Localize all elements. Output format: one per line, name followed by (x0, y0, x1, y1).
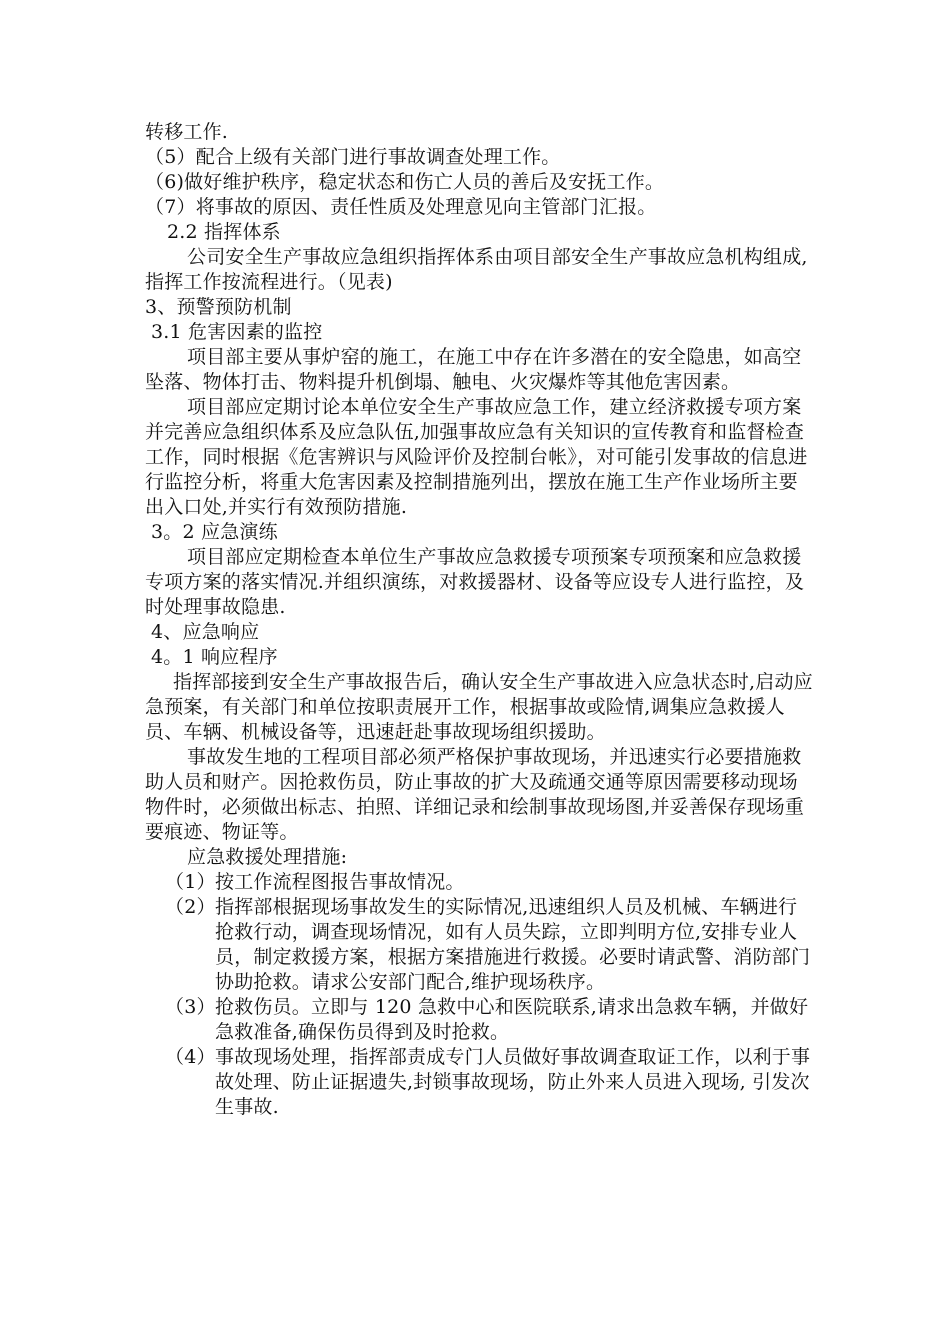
list-item (165, 870, 815, 895)
paragraph-3-1-a: 项目部主要从事炉窑的施工，在施工中存在许多潜在的安全隐患，如高空坠落、物体打击、物料提升机倒塌、触电、火灾爆炸等其他危害因素。 (145, 346, 802, 393)
list-item-number: （3） (165, 996, 216, 1018)
list-item-text: 事故现场处理，指挥部责成专门人员做好事故调查取证工作，以利于事故处理、防止证据遗失,封锁事故现场，防止外来人员进入现场, 引发次生事故. (215, 1046, 811, 1118)
measures-title: 应急救援处理措施: (187, 846, 348, 868)
list-item (165, 895, 815, 995)
list-item-number: （4） (165, 1046, 216, 1068)
list-item (165, 995, 815, 1045)
list-item-number: （1） (165, 871, 216, 893)
section-heading-3-2: 3。2 应急演练 (151, 521, 278, 543)
paragraph-4-1-b: 事故发生地的工程项目部必须严格保护事故现场，并迅速实行必要措施救助人员和财产。因抢救伤员，防止事故的扩大及疏通交通等原因需要移动现场物件时，必须做出标志、拍照、详细记录和绘制事故现场图,并妥善保存现场重要痕迹、物证等。 (145, 746, 805, 843)
section-heading-4: 4、应急响应 (151, 621, 260, 643)
list-item-text: 按工作流程图报告事故情况。 (215, 871, 465, 893)
list-item-number: （2） (165, 896, 216, 918)
paragraph-2-2: 公司安全生产事故应急组织指挥体系由项目部安全生产事故应急机构组成,指挥工作按流程进行。（见表) (145, 246, 808, 293)
document-body (145, 120, 815, 1120)
text-line: （5）配合上级有关部门进行事故调查处理工作。 (145, 146, 561, 168)
list-item-text: 抢救伤员。立即与 120 急救中心和医院联系,请求出急救车辆，并做好急救准备,确保伤员得到及时抢救。 (215, 996, 809, 1043)
section-heading-3: 3、预警预防机制 (145, 296, 292, 318)
section-heading-2-2: 2.2 指挥体系 (167, 221, 281, 243)
list-item (165, 1045, 815, 1120)
list-item-text: 指挥部根据现场事故发生的实际情况,迅速组织人员及机械、车辆进行抢救行动，调查现场情况，如有人员失踪，立即判明方位,安排专业人员，制定救援方案，根据方案措施进行救援。必要时请武警、消防部门协助抢救。请求公安部门配合,维护现场秩序。 (215, 896, 811, 993)
text-line: （6)做好维护秩序，稳定状态和伤亡人员的善后及安抚工作。 (145, 171, 665, 193)
section-heading-4-1: 4。1 响应程序 (151, 646, 278, 668)
text-line: 转移工作. (145, 121, 229, 143)
section-heading-3-1: 3.1 危害因素的监控 (151, 321, 323, 343)
paragraph-3-2: 项目部应定期检查本单位生产事故应急救援专项预案专项预案和应急救援专项方案的落实情况.并组织演练，对救援器材、设备等应设专人进行监控，及时处理事故隐患. (145, 546, 805, 618)
text-line: （7）将事故的原因、责任性质及处理意见向主管部门汇报。 (145, 196, 657, 218)
paragraph-4-1-a: 指挥部接到安全生产事故报告后，确认安全生产事故进入应急状态时,启动应急预案，有关部门和单位按职责展开工作，根据事故或险情,调集应急救援人员、车辆、机械设备等，迅速赶赴事故现场组织援助。 (145, 671, 813, 743)
paragraph-3-1-b: 项目部应定期讨论本单位安全生产事故应急工作，建立经济救援专项方案并完善应急组织体系及应急队伍,加强事故应急有关知识的宣传教育和监督检查工作，同时根据《危害辨识与风险评价及控制台帐》，对可能引发事故的信息进行监控分析，将重大危害因素及控制措施列出，摆放在施工生产作业场所主要出入口处,并实行有效预防措施. (145, 396, 808, 518)
